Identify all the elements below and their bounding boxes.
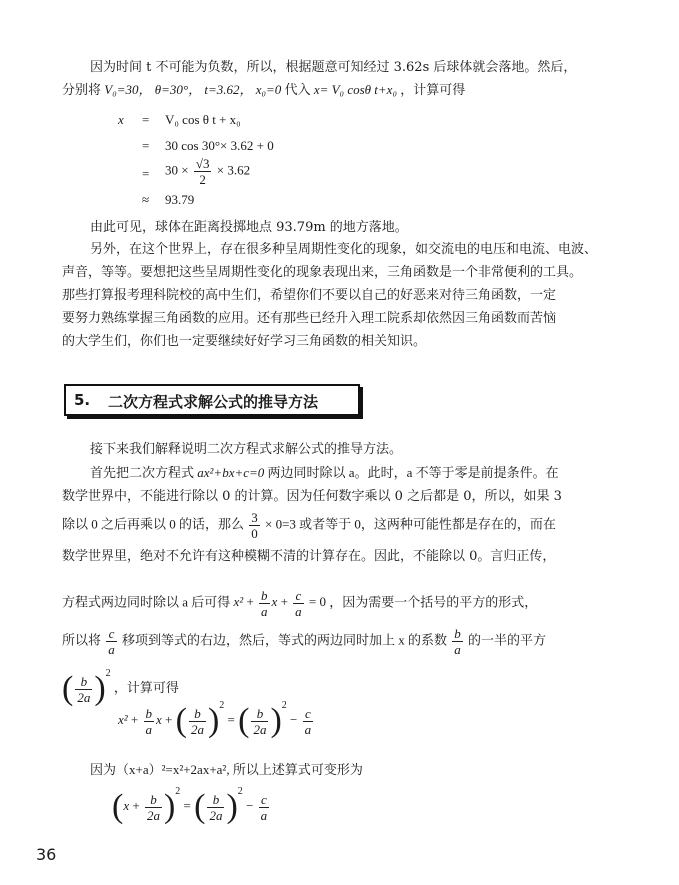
para2-line6: 的大学生们，你们也一定要继续好好学习三角函数的相关知识。 bbox=[62, 334, 427, 349]
fraction-denominator: 0 bbox=[251, 526, 258, 541]
para3-line6 bbox=[62, 588, 537, 619]
calc-eq2: = bbox=[142, 138, 150, 153]
completed-square-equation: x² + $\frac{b}{a}$ x + ( $\frac{b}{2a}$ )$^2$ = ( $\frac{b}{2a}$ )$^2$ − $\frac{c}{a}$ bbox=[118, 699, 312, 739]
para3-line6-post: ，因为需要一个括号的平方的形式， bbox=[329, 594, 538, 610]
calc-result: 93.79 bbox=[165, 192, 195, 207]
para2-line4: 那些打算报考理科院校的高中生们，希望你们不要以自己的好恶来对待三角函数，一定 bbox=[62, 288, 557, 303]
para3-line7-mid: 移项到等式的右边，然后，等式的两边同时加上 x 的系数 bbox=[122, 632, 448, 648]
para3-line2-post: 两边同时除以 a。此时，a 不等于零是前提条件。在 bbox=[267, 465, 559, 480]
para3-line2 bbox=[90, 463, 559, 483]
para1-line2-post: ，计算可得 bbox=[400, 82, 466, 97]
para3-line4 bbox=[62, 510, 556, 541]
three-over-zero-fraction bbox=[249, 510, 260, 541]
fraction-numerator: 3 bbox=[251, 510, 258, 525]
calc-step3-pre: 30 × bbox=[165, 162, 189, 178]
calc-step3-post: × 3.62 bbox=[216, 162, 251, 178]
para3-line7-pre: 所以将 bbox=[62, 632, 102, 648]
page-number: 36 bbox=[36, 845, 57, 864]
para2-line5: 要努力熟练掌握三角函数的应用。还有那些已经升入理工院系却依然因三角函数而苦恼 bbox=[62, 311, 557, 326]
para3-line6-pre: 方程式两边同时除以 a 后可得 bbox=[62, 594, 234, 610]
para2-line1: 由此可见，球体在距离投掷地点 93.79m 的地方落地。 bbox=[90, 220, 408, 235]
sqrt3-over-2-fraction bbox=[194, 156, 212, 187]
calc-step2: 30 cos 30°× 3.62 + 0 bbox=[165, 138, 274, 153]
para3-line8 bbox=[62, 667, 179, 707]
calc-eq3: = bbox=[142, 166, 150, 181]
para3-line4-post: × 0=3 或者等于 0，这两种可能性都是存在的，而在 bbox=[265, 516, 556, 532]
calc-step1: V₀ cos θ t + x₀ bbox=[165, 112, 241, 127]
calc-approx: ≈ bbox=[142, 192, 150, 207]
para1-line2-mid: 代入 bbox=[284, 82, 314, 97]
normalized-equation: x² + $\frac{b}{a}$ x + $\frac{c}{a}$ = 0 bbox=[233, 588, 327, 619]
para1-position-formula: x= V₀ cosθ t+x₀ bbox=[313, 82, 397, 97]
calc-eq1: = bbox=[142, 112, 150, 127]
para3-line2-pre: 首先把二次方程式 bbox=[90, 465, 198, 480]
para2-line3: 声音，等等。要想把这些呈周期性变化的现象表现出来，三角函数是一个非常便利的工具。 bbox=[62, 265, 583, 280]
section-number: 5. bbox=[74, 391, 91, 409]
para1-line2-pre: 分别将 bbox=[62, 82, 105, 97]
para4-line1: 因为（x+a）²=x²+2ax+a², 所以上述算式可变形为 bbox=[90, 762, 363, 777]
quadratic-equation: ax²+bx+c=0 bbox=[197, 465, 265, 480]
para2-line2: 另外，在这个世界上，存在很多种呈周期性变化的现象，如交流电的电压和电流、电波、 bbox=[90, 242, 598, 257]
para3-line1: 接下来我们解释说明二次方程式求解公式的推导方法。 bbox=[90, 442, 403, 457]
section-title: 二次方程式求解公式的推导方法 bbox=[108, 393, 319, 411]
para3-line7 bbox=[62, 626, 546, 657]
b-over-a-fraction: $\frac{b}{a}$ bbox=[454, 626, 461, 657]
calc-step3 bbox=[165, 156, 250, 187]
para3-line7-post: 的一半的平方 bbox=[468, 632, 547, 648]
calc-lhs: x bbox=[118, 112, 124, 127]
para1-substitution-values: V₀=30， θ=30°， t=3.62， x₀=0 bbox=[104, 82, 282, 97]
c-over-a-fraction: $\frac{c}{a}$ bbox=[108, 626, 115, 657]
para1-line2 bbox=[62, 80, 465, 100]
half-coefficient-squared: ( $\frac{b}{2a}$ )$^2$ bbox=[62, 667, 111, 707]
fraction-denominator: 2 bbox=[199, 172, 206, 187]
para1-line1: 因为时间 t 不可能为负数，所以，根据题意可知经过 3.62s 后球体就会落地。然后， bbox=[90, 60, 577, 75]
section-heading-box bbox=[64, 384, 360, 416]
para3-line4-pre: 除以 0 之后再乘以 0 的话，那么 bbox=[62, 516, 245, 532]
para3-line5: 数学世界里，绝对不允许有这种模糊不清的计算存在。因此，不能除以 0。言归正传， bbox=[62, 549, 556, 564]
para3-line8-post: ，计算可得 bbox=[113, 679, 179, 695]
para3-line3: 数学世界中，不能进行除以 0 的计算。因为任何数字乘以 0 之后都是 0，所以，如果 3 bbox=[62, 489, 562, 504]
fraction-numerator: √3 bbox=[195, 156, 210, 171]
perfect-square-equation: (x + $\frac{b}{2a}$ )$^2$ = ( $\frac{b}{2a}$ )$^2$ − $\frac{c}{a}$ bbox=[112, 785, 268, 825]
